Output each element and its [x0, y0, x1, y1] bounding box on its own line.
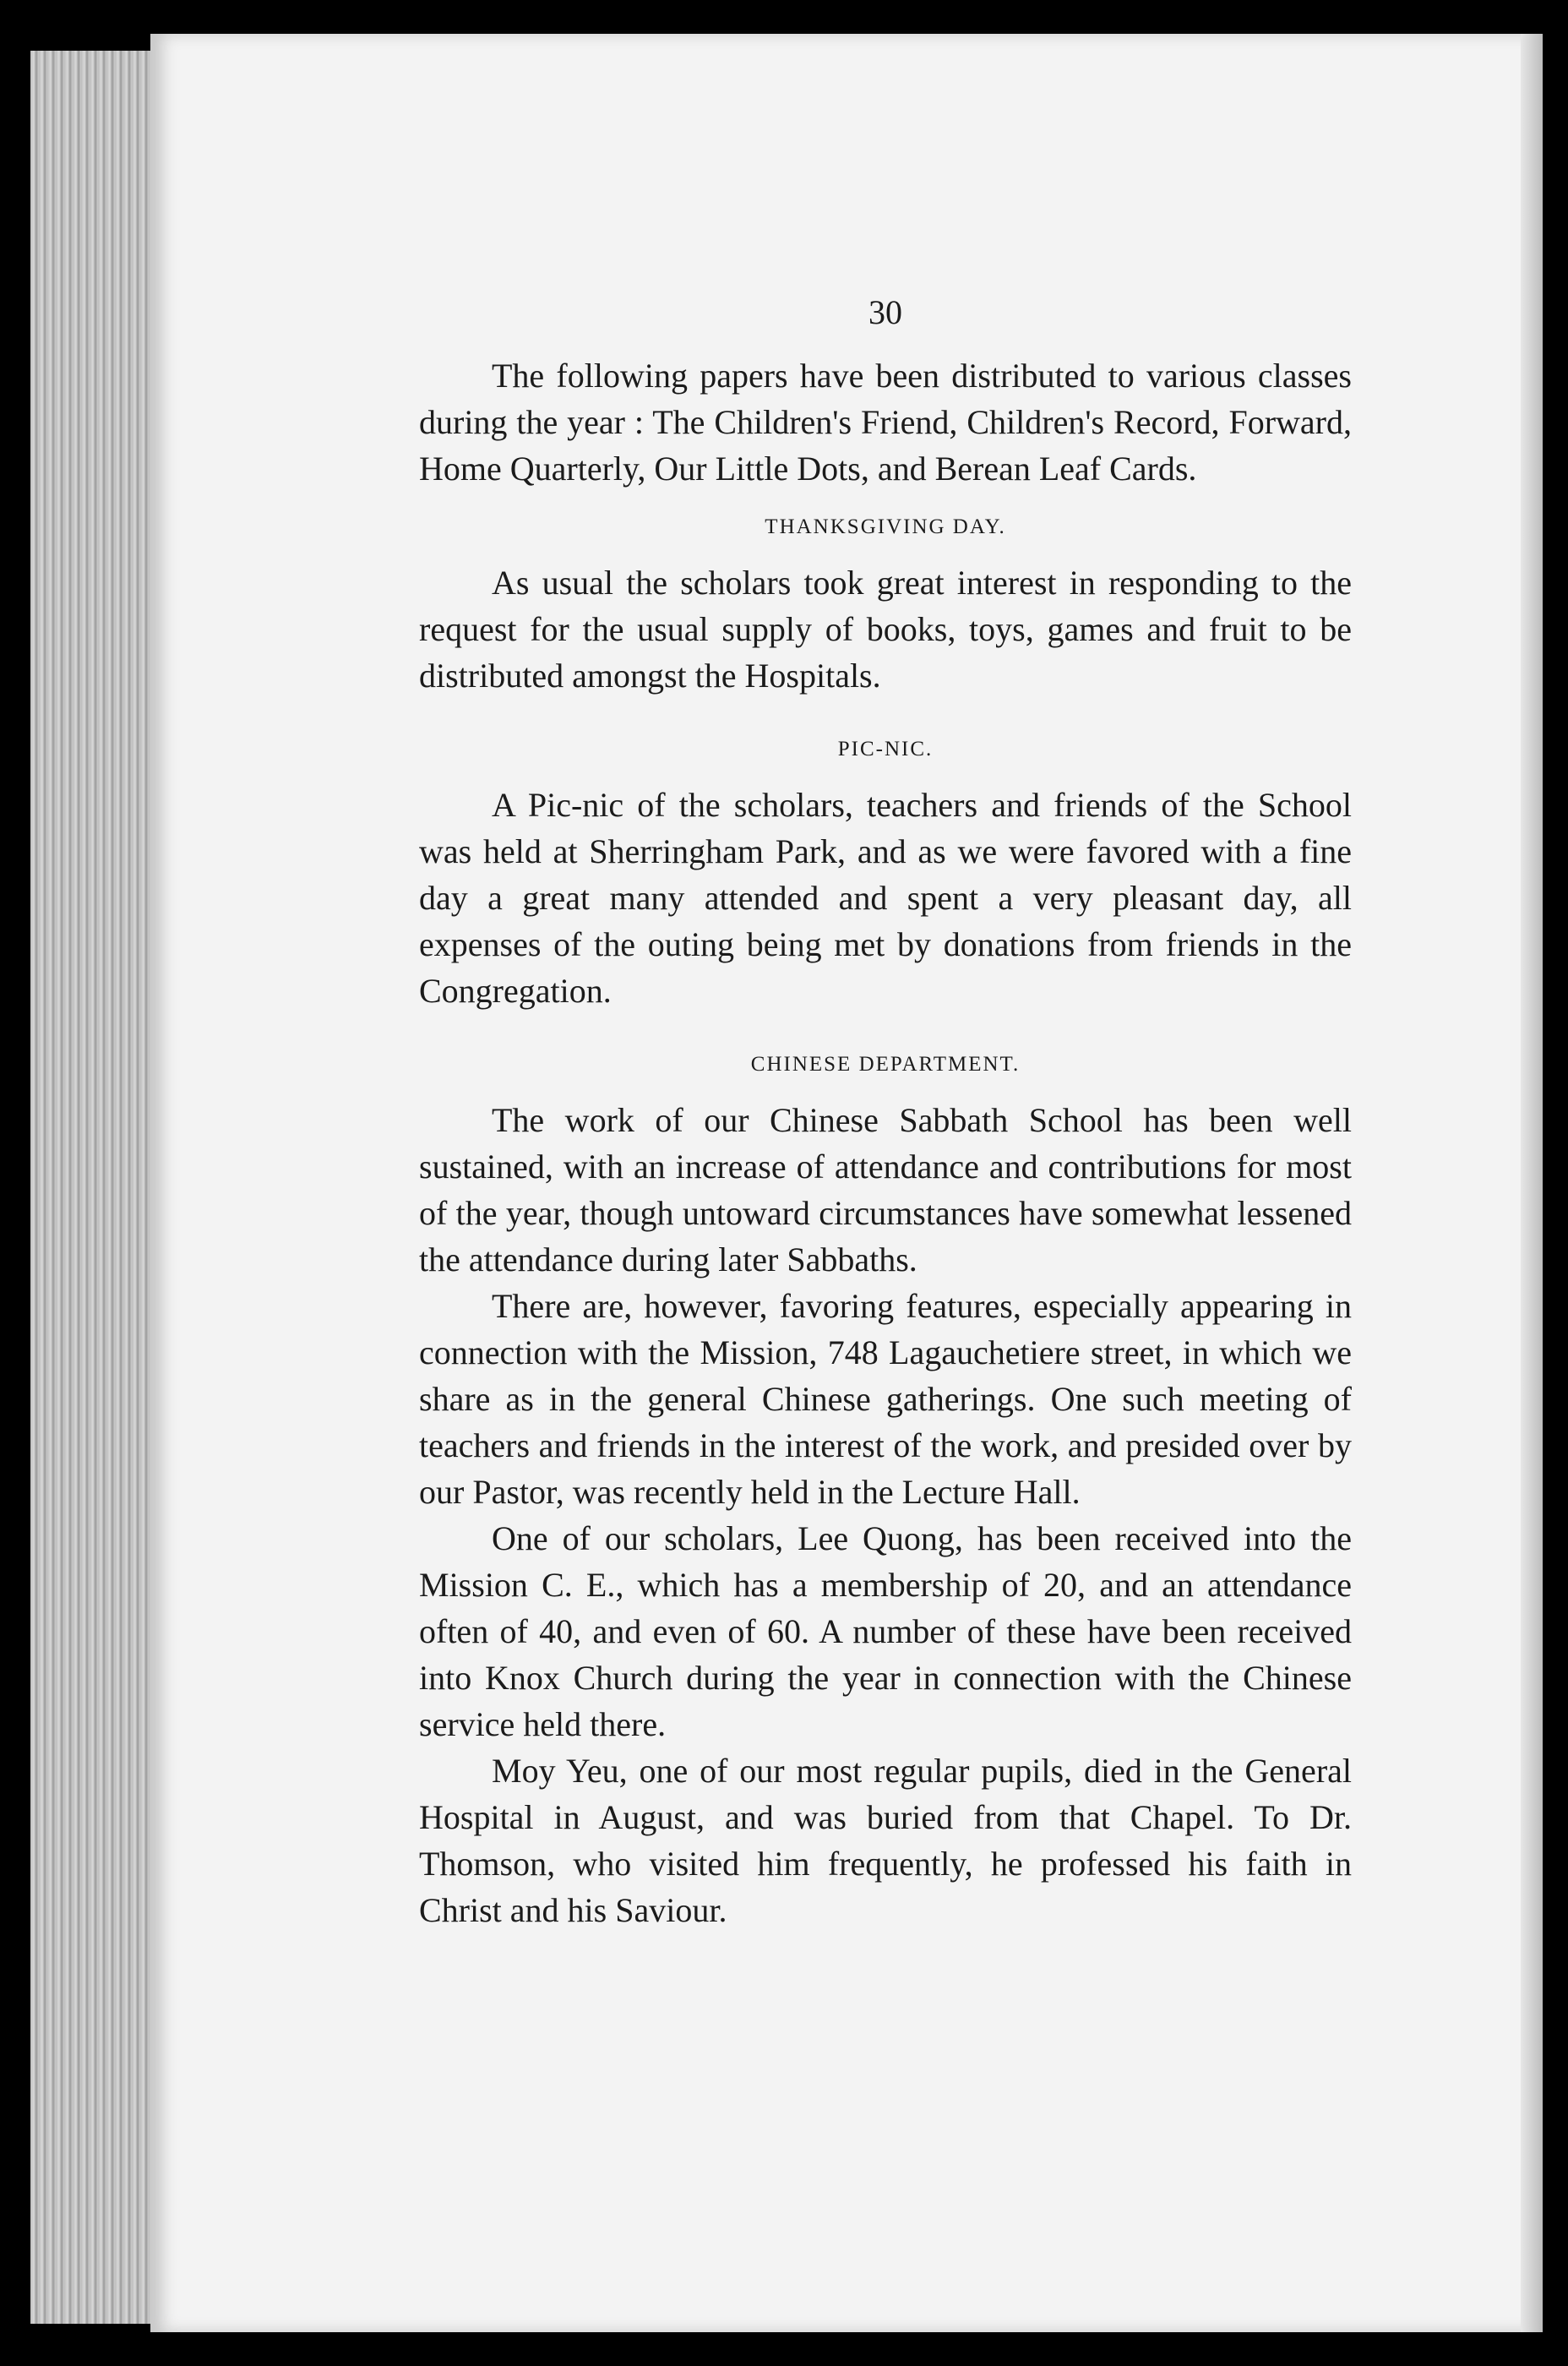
- chinese-paragraph-1: The work of our Chinese Sabbath School has been well sustained, with an increase of attendance and contributions for most of the year, though untoward circumstances have somewhat lessened the attendance during later Sabbaths.: [419, 1101, 1352, 1278]
- heading-pic-nic: PIC-NIC.: [837, 738, 934, 760]
- pic-nic-paragraph: A Pic-nic of the scholars, teachers and friends of the School was held at Sherringham Park, and as we were favored with a fine day a great many attended and spent a very pleasant day, all expenses of the outing being met by donations from friends in the Congregation.: [419, 786, 1352, 1010]
- thanksgiving-paragraph: As usual the scholars took great interest in responding to the request for the usual supply of books, toys, games and fruit to be distributed amongst the Hospitals.: [419, 564, 1352, 695]
- page-gutter-shadow: [1521, 34, 1543, 2332]
- chinese-paragraph-2: There are, however, favoring features, especially appearing in connection with the Mission, 748 Lagauchetiere street, in which we share as in the general Chinese gatherings. One such meeting of teachers and friends in the interest of the work, and presided over by our Pastor, was recently held in the Lecture Hall.: [419, 1287, 1352, 1511]
- page-number: 30: [868, 293, 902, 331]
- page-text: [419, 292, 1352, 1933]
- heading-chinese-department: CHINESE DEPARTMENT.: [750, 1053, 1021, 1076]
- book-page-edges: [30, 51, 157, 2324]
- intro-paragraph: The following papers have been distributed to various classes during the year : The Children's Friend, Children's Record, Forward, Home Quarterly, Our Little Dots, and Berean Leaf Cards.: [419, 357, 1352, 488]
- chinese-paragraph-4: Moy Yeu, one of our most regular pupils, died in the General Hospital in August, and was buried from that Chapel. To Dr. Thomson, who visited him frequently, he professed his faith in Christ and his Saviour.: [419, 1752, 1352, 1929]
- chinese-paragraph-3: One of our scholars, Lee Quong, has been received into the Mission C. E., which has a membership of 20, and an attendance often of 40, and even of 60. A number of these have been received into Knox Church during the year in connection with the Chinese service held there.: [419, 1519, 1352, 1743]
- heading-thanksgiving-day: THANKSGIVING DAY.: [765, 515, 1006, 538]
